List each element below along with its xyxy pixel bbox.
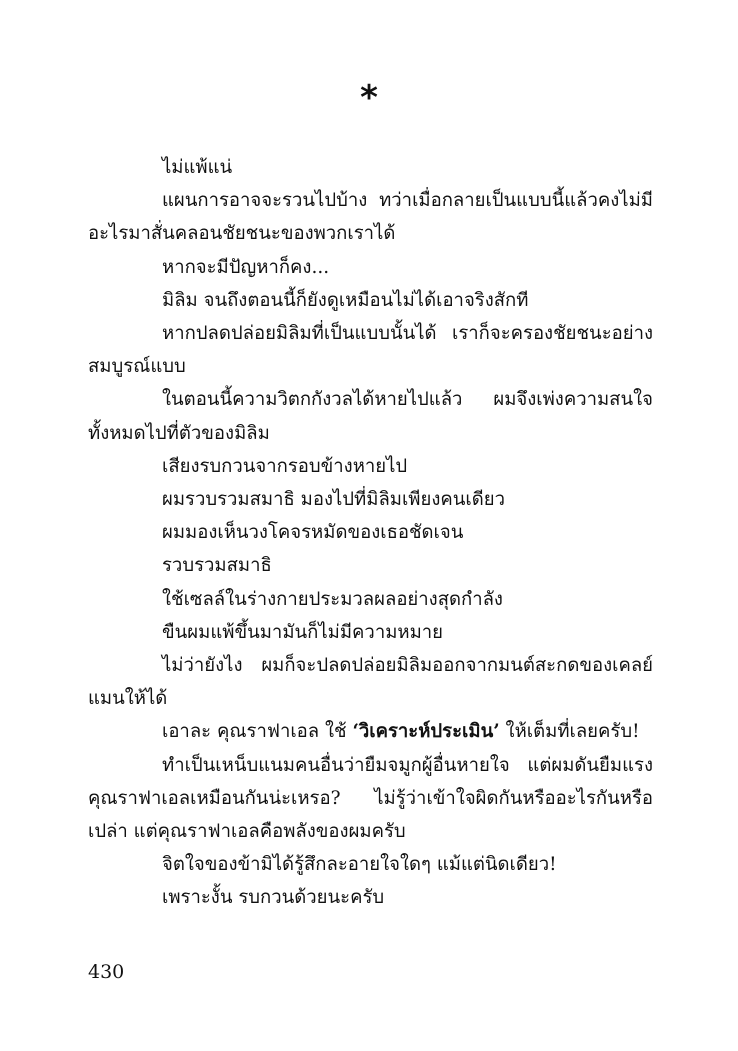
paragraph: เพราะงั้น รบกวนด้วยนะครับ [162, 887, 385, 909]
paragraph: หากจะมีปัญหาก็คง... [162, 256, 330, 278]
paragraph: รวบรวมสมาธิ [162, 555, 272, 577]
body-text [88, 151, 653, 915]
paragraph: ใช้เซลล์ในร่างกายประมวลผลอย่างสุดกำลัง [162, 588, 503, 610]
paragraph: ทำเป็นเหน็บแนมคนอื่นว่ายืมจมูกผู้อื่นหายใจ แต่ผมดันยืมแรงคุณราฟาเอลเหมือนกันน่ะเหรอ? ไม่รู้ว่าเข้าใจผิดกันหรืออะไรกันหรือเปล่า แต่คุณราฟาเอลคือพลังของผมครับ [88, 754, 653, 843]
paragraph: ผมมองเห็นวงโคจรหมัดของเธอชัดเจน [162, 522, 464, 544]
paragraph: ผมรวบรวมสมาธิ มองไปที่มิลิมเพียงคนเดียว [162, 489, 505, 511]
paragraph: แผนการอาจจะรวนไปบ้าง ทว่าเมื่อกลายเป็นแบบนี้แล้วคงไม่มีอะไรมาสั่นคลอนชัยชนะของพวกเราได้ [88, 190, 653, 245]
paragraph: เสียงรบกวนจากรอบข้างหายไป [162, 455, 408, 477]
skill-name: ‘วิเคราะห์ประเมิน’ [352, 721, 500, 743]
paragraph: ในตอนนี้ความวิตกกังวลได้หายไปแล้ว ผมจึงเพ่งความสนใจทั้งหมดไปที่ตัวของมิลิม [88, 389, 653, 444]
paragraph-segment: ให้เต็มที่เลยครับ! [499, 721, 640, 743]
paragraph-segment: เอาละ คุณราฟาเอล ใช้ [162, 721, 353, 743]
paragraph-with-skill-name [88, 715, 653, 748]
scene-break-asterisk: * [360, 78, 378, 118]
paragraph: หากปลดปล่อยมิลิมที่เป็นแบบนั้นได้ เราก็จะครองชัยชนะอย่างสมบูรณ์แบบ [88, 323, 653, 378]
paragraph: ไม่ว่ายังไง ผมก็จะปลดปล่อยมิลิมออกจากมนต์สะกดของเคลย์แมนให้ได้ [88, 655, 653, 710]
paragraph: จิตใจของข้ามิได้รู้สึกละอายใจใดๆ แม้แต่นิดเดียว! [162, 854, 557, 876]
paragraph: ขืนผมแพ้ขึ้นมามันก็ไม่มีความหมาย [162, 621, 444, 643]
page-number: 430 [88, 961, 125, 983]
paragraph: มิลิม จนถึงตอนนี้ก็ยังดูเหมือนไม่ได้เอาจริงสักที [162, 289, 529, 311]
paragraph: ไม่แพ้แน่ [162, 157, 233, 178]
